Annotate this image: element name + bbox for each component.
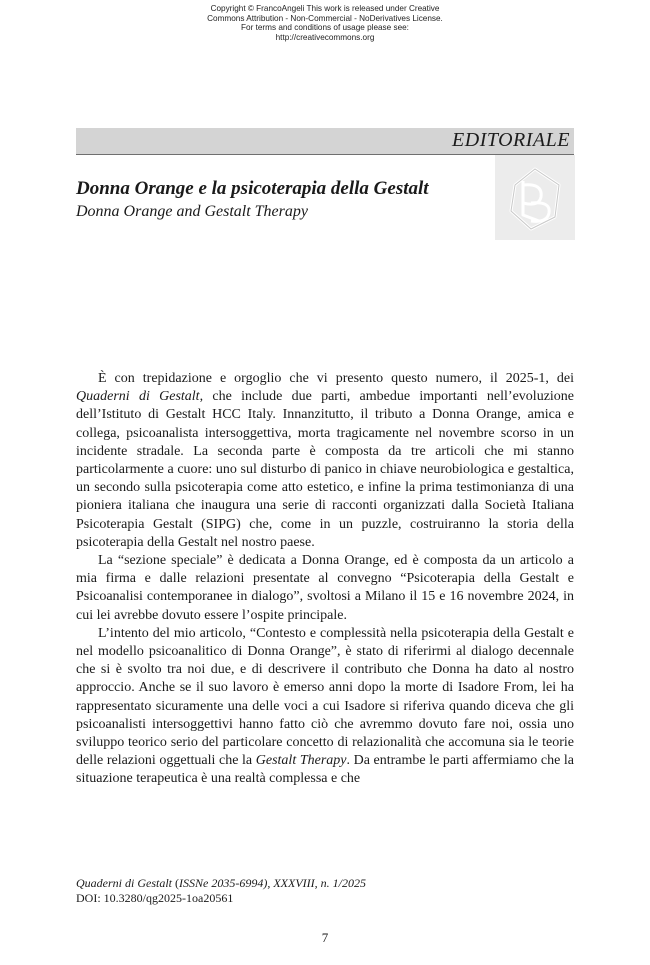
book-title-italic: Gestalt Therapy [255,753,347,769]
journal-title-italic: Quaderni di Gestalt [76,389,200,405]
section-header-band [76,128,574,155]
text-span: L’intento del mio articolo, “Contesto e complessità nella psicoterapia della Gestalt e nel modello psicoanalitico di Donna Orange”, è stato di riferirmi al dialogo decennale che si è svolto tra noi due, e di descrivere il contributo che Donna ha dato al nostro approccio. Anche se il suo lavoro è emerso anni dopo la morte di Isadore From, lei ha rappresentato sicuramente una delle voci a cui Isadore si riferiva quando diceva che gli psicoanalisti intersoggettivi hanno fatto ciò che avremmo dovuto fare noi, ossia uno sviluppo teorico serio del particolare concetto di relazionalità che accomuna sia le teorie delle relazioni oggettuali che la [76,625,574,769]
copyright-line: Commons Attribution - Non-Commercial - NoDerivatives License. [207,13,443,23]
copyright-line: Copyright © FrancoAngeli This work is released under Creative [210,4,440,13]
section-title: EDITORIALE [452,129,570,151]
article-subtitle: Donna Orange and Gestalt Therapy [76,203,308,220]
paragraph-3 [76,625,574,789]
article-title: Donna Orange e la psicoterapia della Gestalt [76,178,429,199]
issn: ISSNe 2035-6994 [179,876,264,890]
text-span: . Da entrambe le parti affermiamo che la situazione terapeutica è una realtà complessa e che [76,753,574,787]
gestalt-logo-icon [495,155,575,240]
paragraph-1 [76,370,574,552]
copyright-notice [0,4,650,42]
paragraph-2: La “sezione speciale” è dedicata a Donna Orange, ed è composta da un articolo a mia firma e dalle relazioni presentate al convegno “Psicoterapia della Gestalt e Psicoanalisi contemporanee in dialogo”, svoltosi a Milano il 15 e 16 novembre 2024, in cui lei avrebbe dovuto essere l’ospite principale. [76,553,574,623]
paren-open: ( [172,876,179,890]
page-number: 7 [321,930,329,945]
text-span: , che include due parti, ambedue importanti nell’evoluzione dell’Istituto di Gestalt HCC Italy. Innanzitutto, il tributo a Donna Orange, amica e collega, psicoanalista intersoggettiva, morta tragicamente nel novembre scorso in un incidente stradale. La seconda parte è composta da tre articoli che mi stanno particolarmente a cuore: uno sul disturbo di panico in chiave neurobiologica e gestaltica, un secondo sulla psicoterapia come atto estetico, e infine la prima testimonianza di una pioniera italiana che inaugura una serie di racconti organizzati dalla Società Italiana Psicoterapia Gestalt (SIPG) che, come in un puzzle, costruiranno la storia della psicoterapia della Gestalt nel nostro paese. [76,389,575,550]
text-span: È con trepidazione e orgoglio che vi presento questo numero, il 2025-1, dei [98,371,574,386]
doi[interactable]: DOI: 10.3280/qg2025-1oa20561 [76,891,234,905]
volume-issue: ), XXXVIII, n. 1/2025 [263,876,366,890]
copyright-line: For terms and conditions of usage please see: [241,23,409,33]
journal-name: Quaderni di Gestalt [76,876,172,890]
copyright-link[interactable]: http://creativecommons.org [275,32,375,42]
article-body [76,370,574,789]
journal-citation [76,876,366,891]
